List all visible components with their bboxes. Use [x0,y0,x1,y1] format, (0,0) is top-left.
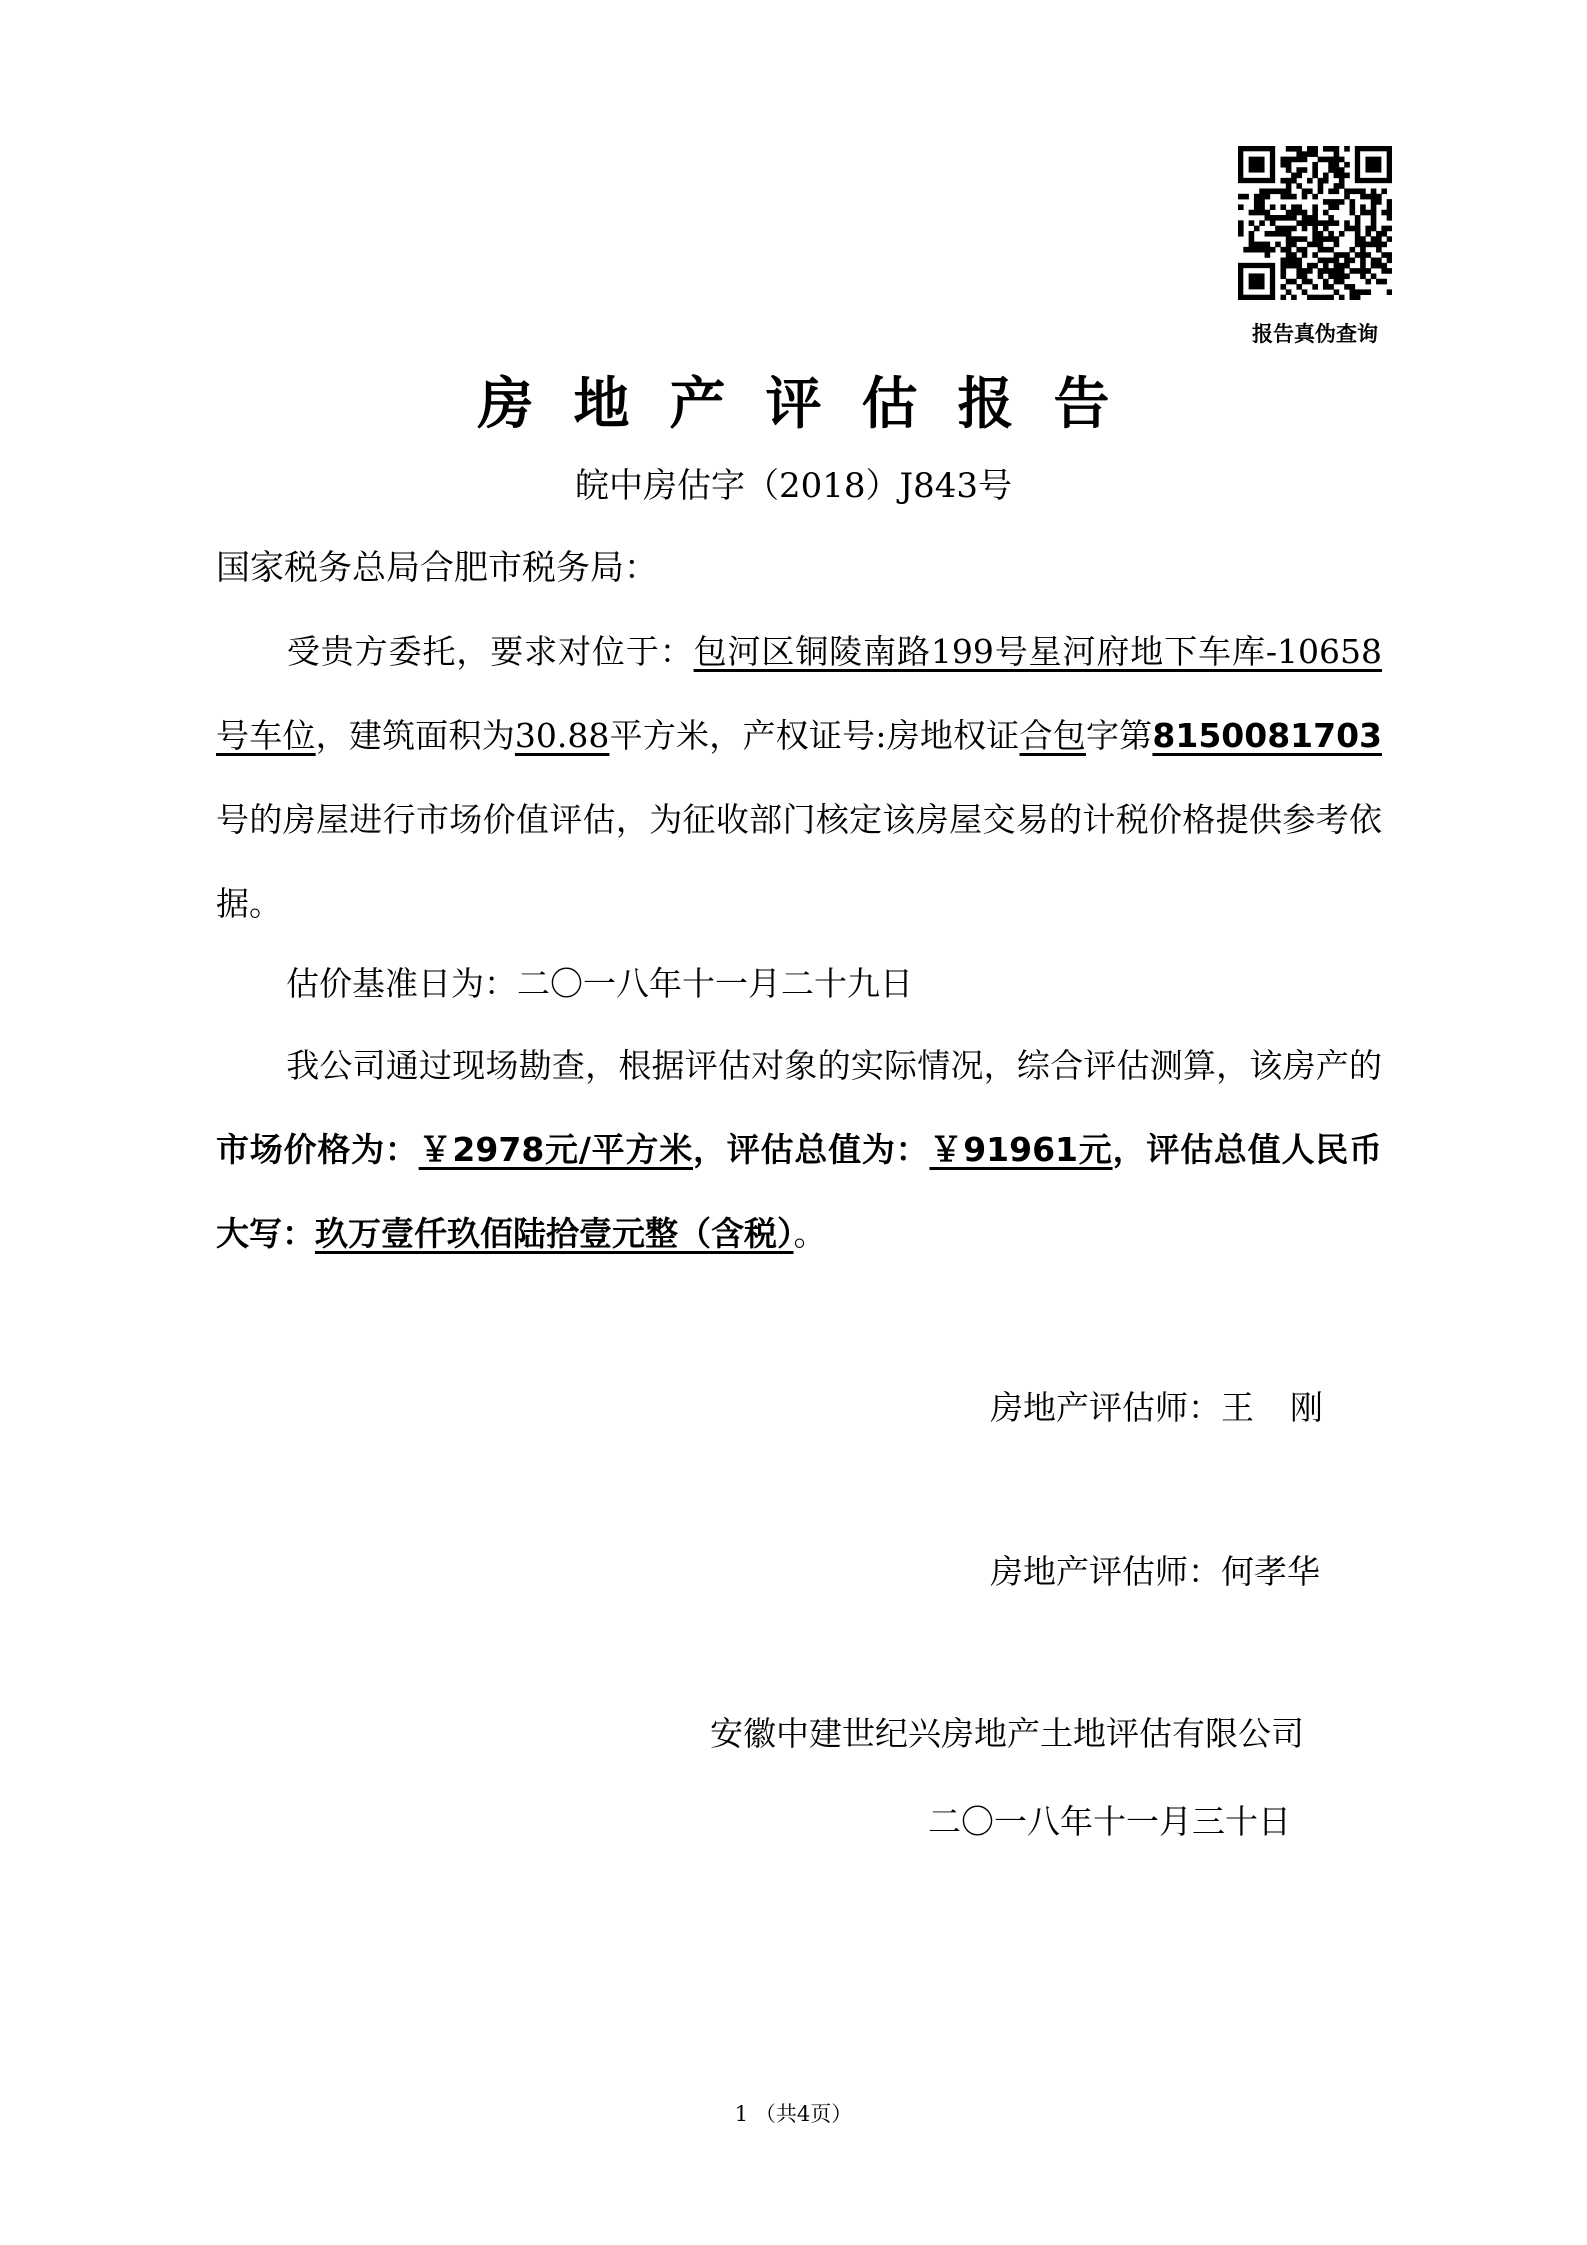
unit-price: ￥2978元/平方米 [418,1130,693,1169]
rmb-upper: 玖万壹仟玖佰陆拾壹元整（含税） [315,1214,794,1253]
valuation-date-paragraph [216,942,1382,1026]
area-label: ，建筑面积为 [315,716,515,755]
appraiser-label-1: 房地产评估师： [990,1388,1221,1427]
commission-purpose: 号的房屋进行市场价值评估，为征收部门核定该房屋交易的计税价格提供参考依据。 [216,800,1382,923]
cert-prefix: 合包 [1019,716,1086,755]
qr-code-graphic [1238,146,1392,300]
report-number: 皖中房估字（2018）J843号 [574,466,1013,506]
cert-word: 字第 [1085,716,1153,755]
property-area: 30.88 [514,716,610,755]
appraiser-name-1b: 刚 [1290,1388,1323,1427]
valuation-date: 估价基准日为：二〇一八年十一月二十九日 [286,964,913,1003]
price-label: 市场价格为： [216,1130,419,1169]
page-title: 房地产评估报告 [477,372,1150,437]
page-number: 1 （共4页） [734,2102,853,2126]
conclusion-intro: 我公司通过现场勘查，根据评估对象的实际情况，综合评估测算，该房产的 [286,1046,1382,1085]
rmb-label: ，评估总值人民币大写： [216,1130,1383,1253]
property-location: 包河区铜陵南路199号星河府地下车库-10658号车位 [216,632,1383,755]
appraiser-signature-1 [990,1382,1323,1429]
sentence-end: 。 [793,1214,827,1253]
appraiser-name-2: 何孝华 [1221,1552,1320,1591]
cert-label: 平方米，产权证号:房地权证 [609,716,1020,755]
total-label: ，评估总值为： [693,1130,930,1169]
cert-number: 8150081703 [1152,716,1383,755]
company-name: 安徽中建世纪兴房地产土地评估有限公司 [710,1714,1304,1753]
qr-caption: 报告真伪查询 [1252,322,1378,346]
conclusion-paragraph [216,1024,1382,1276]
addressee: 国家税务总局合肥市税务局： [216,548,658,588]
commission-intro: 受贵方委托，要求对位于： [286,632,694,671]
appraiser-name-1a: 王 [1221,1388,1254,1427]
total-value: ￥91961元 [929,1130,1113,1169]
appraiser-label-2: 房地产评估师： [990,1552,1221,1591]
report-date: 二〇一八年十一月三十日 [928,1802,1291,1841]
commission-paragraph [216,610,1382,946]
qr-code [1238,146,1392,300]
appraiser-signature-2 [990,1546,1320,1593]
